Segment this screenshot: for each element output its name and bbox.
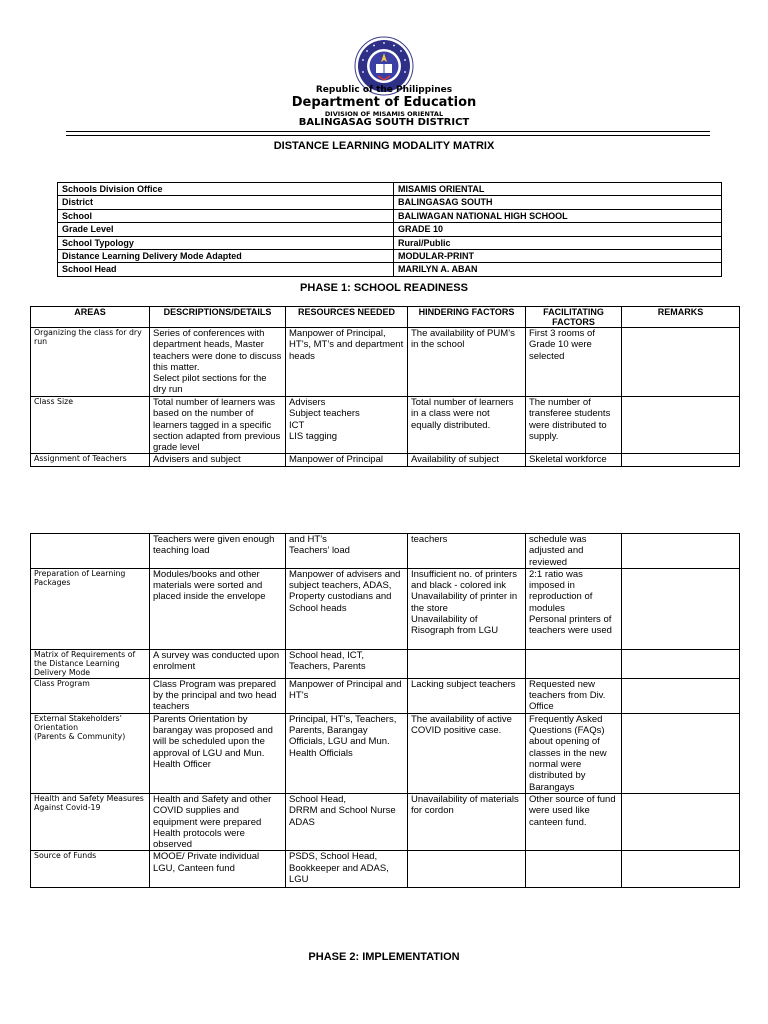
division-name: DIVISION OF MISAMIS ORIENTAL	[324, 110, 444, 118]
cell-hindering: The availability of PUM’s in the school	[408, 328, 526, 397]
cell-resources: Manpower of Principal, HT’s, MT’s and department heads	[286, 328, 408, 397]
cell-hindering: Lacking subject teachers	[408, 678, 526, 713]
cell-hindering: Availability of subject	[408, 454, 526, 466]
cell-remarks	[622, 678, 740, 713]
info-label: School Typology	[58, 236, 394, 249]
table-row	[31, 534, 740, 569]
cell-description: Parents Orientation by barangay was proposed and will be scheduled upon the approval of LGU and Mun. Health Officer	[150, 713, 286, 793]
info-row	[58, 223, 722, 236]
cell-area: Preparation of Learning Packages	[31, 568, 150, 649]
cell-remarks	[622, 793, 740, 850]
cell-remarks	[622, 454, 740, 466]
cell-facilitating: The number of transferee students were distributed to supply.	[526, 397, 622, 454]
info-label: Distance Learning Delivery Mode Adapted	[58, 249, 394, 262]
cell-description: Teachers were given enough teaching load	[150, 534, 286, 569]
info-label: District	[58, 196, 394, 209]
info-value: MISAMIS ORIENTAL	[394, 183, 722, 196]
info-value: MODULAR-PRINT	[394, 249, 722, 262]
cell-area: External Stakeholders’ Orientation (Parents & Community)	[31, 713, 150, 793]
phase2-title: PHASE 2: IMPLEMENTATION	[308, 951, 460, 963]
table-row	[31, 568, 740, 649]
cell-area	[31, 534, 150, 569]
cell-facilitating	[526, 851, 622, 888]
cell-hindering: Insufficient no. of printers and black - colored ink Unavailability of printer in the store Unavailability of Risograph from LGU	[408, 568, 526, 649]
cell-description: Total number of learners was based on the number of learners tagged in a specific section adapted from previous grade level	[150, 397, 286, 454]
cell-area: Source of Funds	[31, 851, 150, 888]
info-label: School Head	[58, 263, 394, 276]
cell-area: Assignment of Teachers	[31, 454, 150, 466]
cell-description: Advisers and subject	[150, 454, 286, 466]
column-header-resources: RESOURCES NEEDED	[286, 307, 408, 328]
info-label: Schools Division Office	[58, 183, 394, 196]
document-title: DISTANCE LEARNING MODALITY MATRIX	[273, 140, 495, 152]
republic-line: Republic of the Philippines	[315, 85, 453, 95]
cell-hindering: Unavailability of materials for cordon	[408, 793, 526, 850]
cell-facilitating: Requested new teachers from Div. Office	[526, 678, 622, 713]
info-value: MARILYN A. ABAN	[394, 263, 722, 276]
cell-hindering: The availability of active COVID positive case.	[408, 713, 526, 793]
cell-description: Series of conferences with department heads, Master teachers were done to discuss this matter. Select pilot sections for the dry run	[150, 328, 286, 397]
phase1-table-page1	[30, 306, 740, 467]
cell-remarks	[622, 534, 740, 569]
cell-resources: Principal, HT’s, Teachers, Parents, Barangay Officials, LGU and Mun. Health Officials	[286, 713, 408, 793]
cell-resources: Manpower of Principal	[286, 454, 408, 466]
cell-hindering: Total number of learners in a class were not equally distributed.	[408, 397, 526, 454]
info-row	[58, 209, 722, 222]
cell-area: Matrix of Requirements of the Distance Learning Delivery Mode	[31, 649, 150, 678]
info-label: School	[58, 209, 394, 222]
info-row	[58, 183, 722, 196]
cell-description: A survey was conducted upon enrolment	[150, 649, 286, 678]
header-divider	[66, 135, 710, 136]
cell-area: Class Program	[31, 678, 150, 713]
cell-facilitating: Skeletal workforce	[526, 454, 622, 466]
table-row	[31, 678, 740, 713]
department-name: Department of Education	[291, 95, 477, 110]
phase1-title: PHASE 1: SCHOOL READINESS	[300, 282, 468, 294]
table-row	[31, 713, 740, 793]
info-row	[58, 263, 722, 276]
cell-area: Organizing the class for dry run	[31, 328, 150, 397]
cell-remarks	[622, 568, 740, 649]
cell-description: Health and Safety and other COVID supplies and equipment were prepared Health protocols were observed	[150, 793, 286, 850]
info-value: Rural/Public	[394, 236, 722, 249]
cell-description: Class Program was prepared by the principal and two head teachers	[150, 678, 286, 713]
cell-facilitating: First 3 rooms of Grade 10 were selected	[526, 328, 622, 397]
cell-remarks	[622, 851, 740, 888]
cell-facilitating: Frequently Asked Questions (FAQs) about opening of classes in the new normal were distributed by Barangays	[526, 713, 622, 793]
info-label: Grade Level	[58, 223, 394, 236]
cell-remarks	[622, 713, 740, 793]
cell-resources: PSDS, School Head, Bookkeeper and ADAS, LGU	[286, 851, 408, 888]
cell-facilitating: schedule was adjusted and reviewed	[526, 534, 622, 569]
district-name: BALINGASAG SOUTH DISTRICT	[298, 117, 470, 128]
school-info-table	[57, 182, 722, 277]
table-row	[31, 397, 740, 454]
table-row	[31, 454, 740, 466]
cell-facilitating: 2:1 ratio was imposed in reproduction of modules Personal printers of teachers were used	[526, 568, 622, 649]
cell-resources: Manpower of Principal and HT’s	[286, 678, 408, 713]
cell-area: Class Size	[31, 397, 150, 454]
info-row	[58, 249, 722, 262]
info-value: BALIWAGAN NATIONAL HIGH SCHOOL	[394, 209, 722, 222]
info-value: GRADE 10	[394, 223, 722, 236]
info-row	[58, 236, 722, 249]
cell-remarks	[622, 328, 740, 397]
cell-facilitating: Other source of fund were used like canteen fund.	[526, 793, 622, 850]
header-divider	[66, 131, 710, 132]
column-header-descriptions: DESCRIPTIONS/DETAILS	[150, 307, 286, 328]
cell-remarks	[622, 397, 740, 454]
column-header-remarks: REMARKS	[622, 307, 740, 328]
table-row	[31, 851, 740, 888]
cell-hindering: teachers	[408, 534, 526, 569]
cell-hindering	[408, 851, 526, 888]
cell-hindering	[408, 649, 526, 678]
column-header-facilitating: FACILITATING FACTORS	[526, 307, 622, 328]
column-header-areas: AREAS	[31, 307, 150, 328]
cell-facilitating	[526, 649, 622, 678]
cell-resources: Advisers Subject teachers ICT LIS tagging	[286, 397, 408, 454]
cell-resources: and HT’s Teachers’ load	[286, 534, 408, 569]
table-row	[31, 649, 740, 678]
cell-description: MOOE/ Private individual LGU, Canteen fund	[150, 851, 286, 888]
info-row	[58, 196, 722, 209]
cell-area: Health and Safety Measures Against Covid-19	[31, 793, 150, 850]
cell-description: Modules/books and other materials were sorted and placed inside the envelope	[150, 568, 286, 649]
phase1-table-page2	[30, 533, 740, 888]
table-row	[31, 328, 740, 397]
cell-resources: School Head, DRRM and School Nurse ADAS	[286, 793, 408, 850]
info-value: BALINGASAG SOUTH	[394, 196, 722, 209]
table-row	[31, 793, 740, 850]
cell-resources: Manpower of advisers and subject teachers, ADAS, Property custodians and School heads	[286, 568, 408, 649]
column-header-hindering: HINDERING FACTORS	[408, 307, 526, 328]
cell-resources: School head, ICT, Teachers, Parents	[286, 649, 408, 678]
cell-remarks	[622, 649, 740, 678]
